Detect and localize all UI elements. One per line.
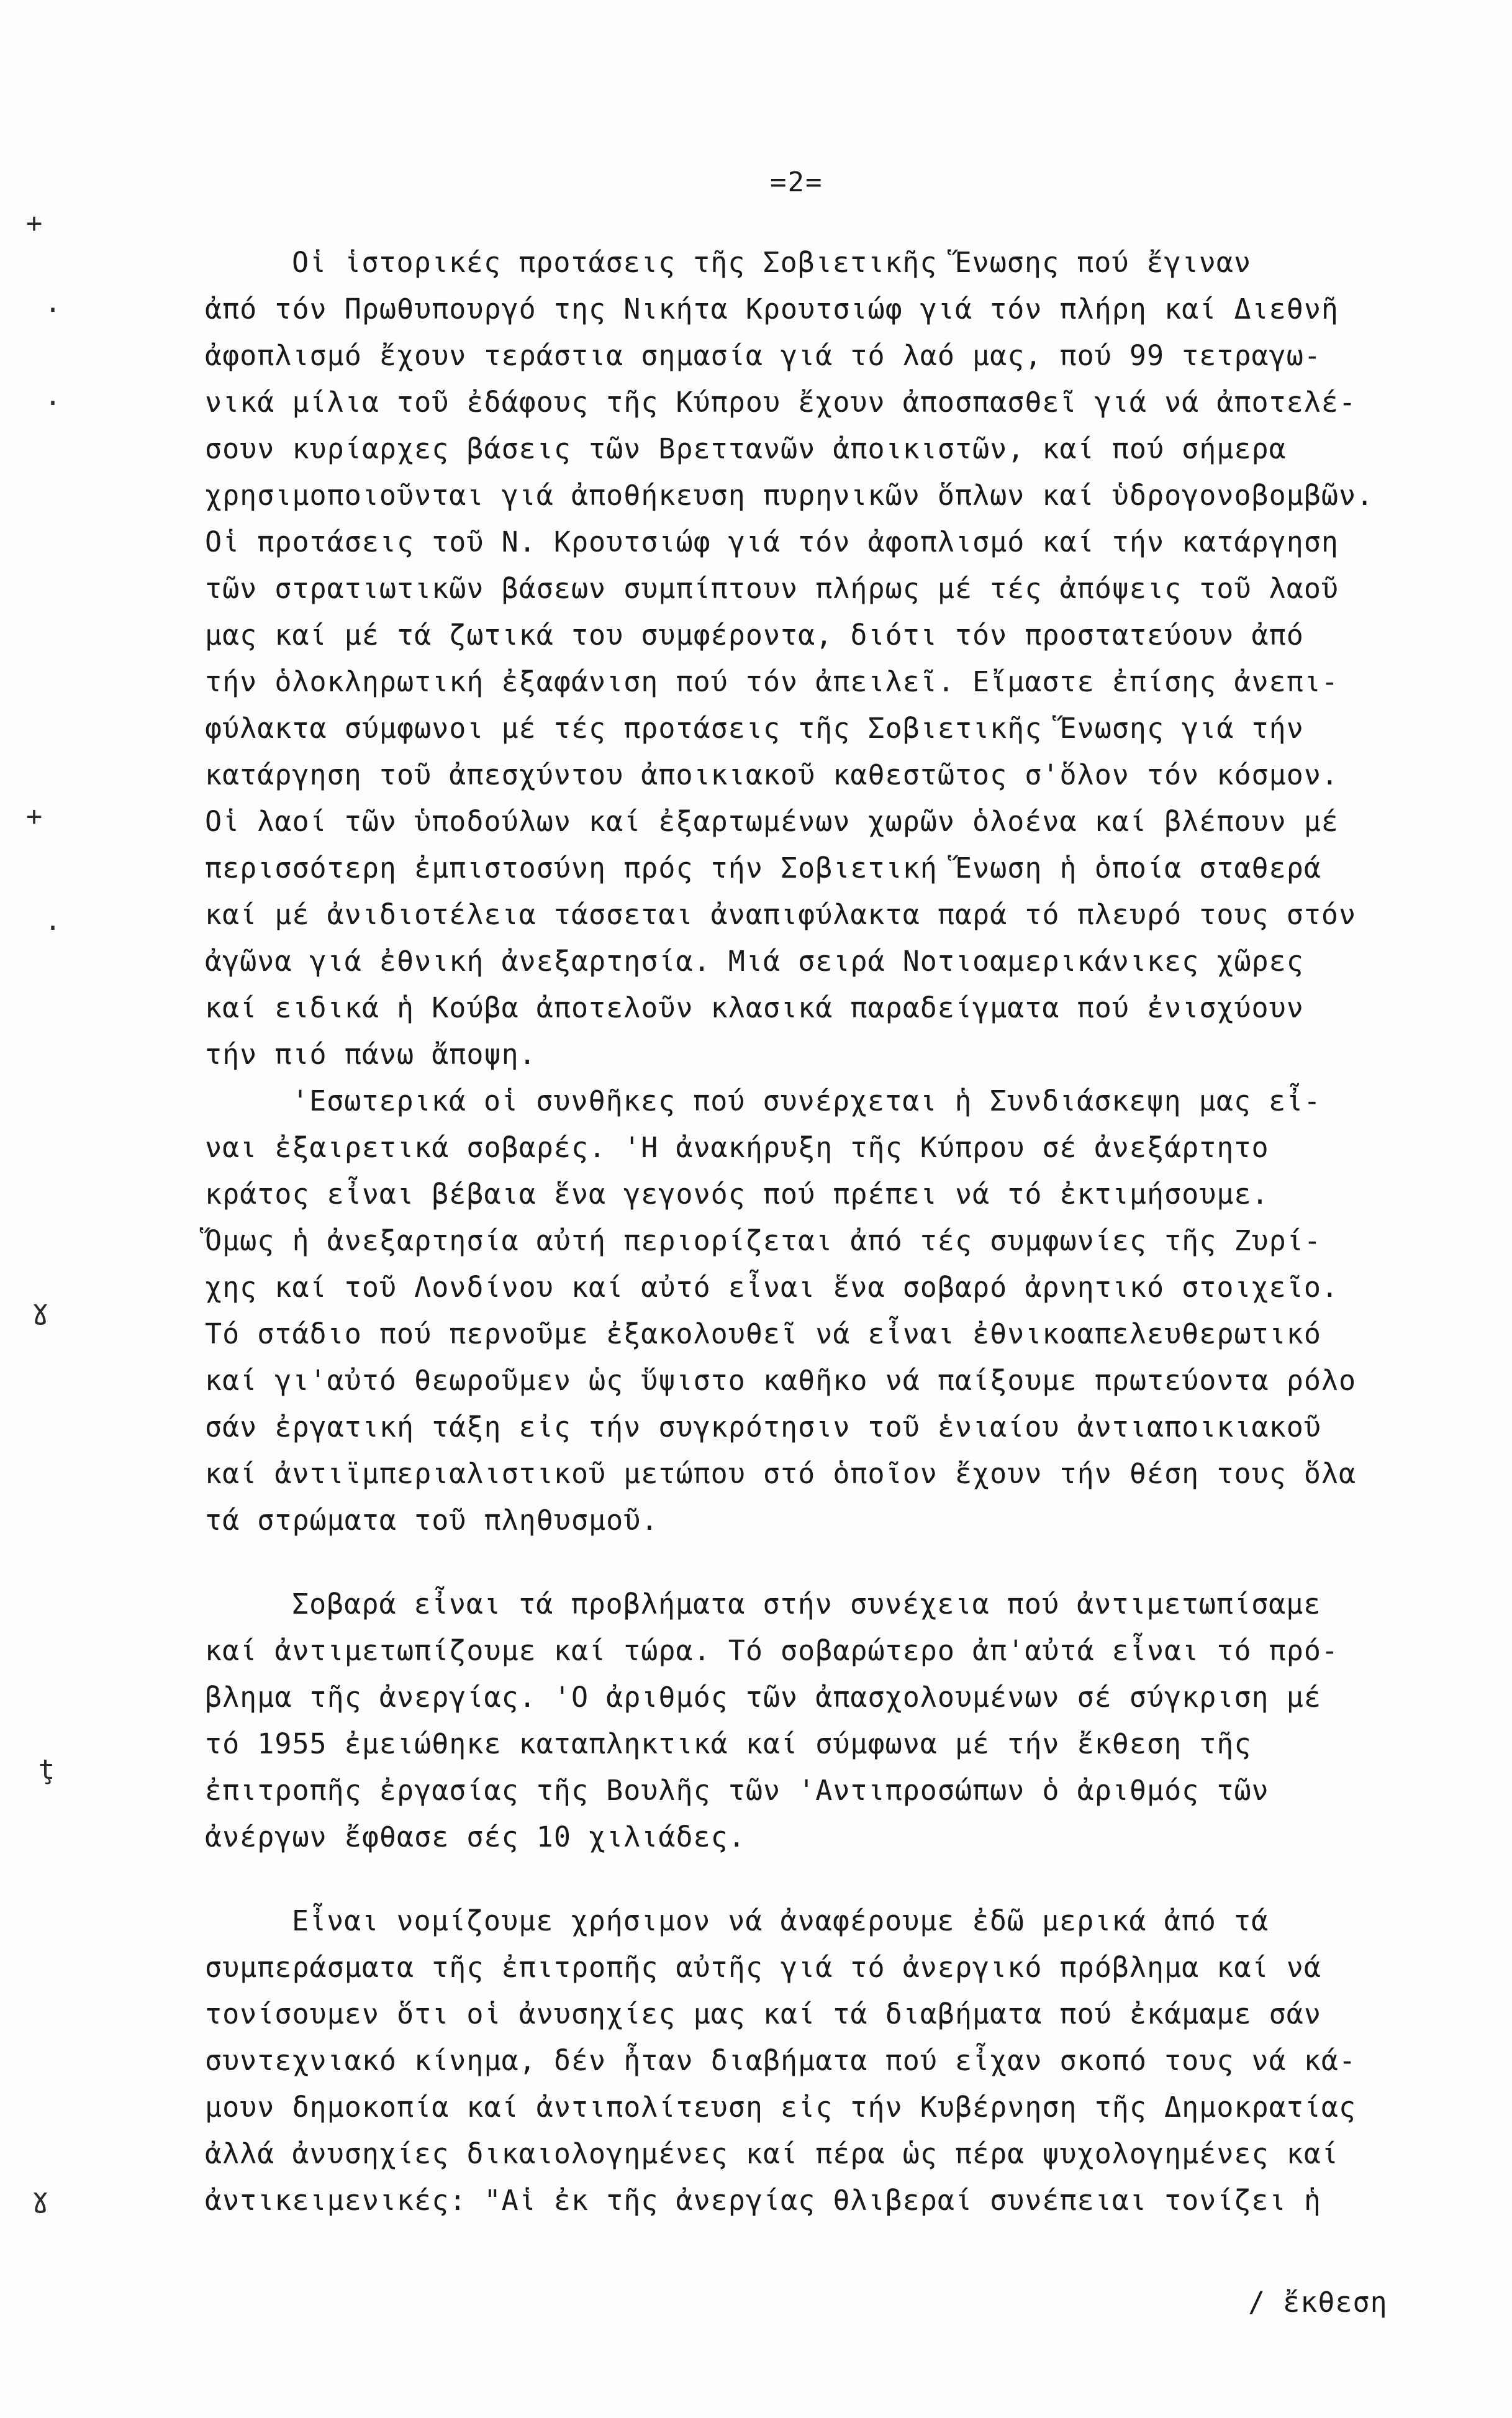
margin-dot-mark: · [44, 388, 61, 419]
text-line: ἀνέργων ἔφθασε σές 10 χιλιάδες. [205, 1820, 746, 1853]
text-line: τήν πιό πάνω ἄποψη. [205, 1038, 536, 1071]
text-line: τῶν στρατιωτικῶν βάσεων συμπίπτουν πλήρως μέ τές ἀπόψεις τοῦ λαοῦ [205, 572, 1339, 605]
margin-dot-mark: · [44, 294, 61, 326]
text-line: ἀφοπλισμό ἔχουν τεράστια σημασία γιά τό λαό μας, πού 99 τετραγω- [205, 339, 1321, 372]
text-line: χης καί τοῦ Λονδίνου καί αὐτό εἶναι ἕνα σοβαρό ἀρνητικό στοιχεῖο. [205, 1271, 1339, 1304]
margin-plus-mark: + [25, 801, 43, 832]
text-line: καί ειδικά ἡ Κούβα ἀποτελοῦν κλασικά παραδείγματα πού ἐνισχύουν [205, 991, 1304, 1024]
text-line: καί γι'αὐτό θεωροῦμεν ὡς ὕψιστο καθῆκο νά παίξουμε πρωτεύοντα ρόλο [205, 1364, 1357, 1397]
text-line: καί ἀντιϊμπεριαλιστικοῦ μετώπου στό ὁποῖον ἔχουν τήν θέση τους ὅλα [205, 1457, 1357, 1490]
text-line: περισσότερη ἐμπιστοσύνη πρός τήν Σοβιετική Ἕνωση ἡ ὁποία σταθερά [205, 852, 1321, 884]
text-line: 'Εσωτερικά οἱ συνθῆκες πού συνέρχεται ἡ Συνδιάσκεψη μας εἶ- [292, 1084, 1321, 1117]
text-line: μουν δημοκοπία καί ἀντιπολίτευση εἰς τήν Κυβέρνηση τῆς Δημοκρατίας [205, 2091, 1357, 2124]
text-line: τονίσουμεν ὅτι οἱ ἀνυσηχίες μας καί τά διαβήματα πού ἐκάμαμε σάν [205, 1998, 1321, 2030]
margin-tick-mark: ɣ [32, 2183, 49, 2214]
text-line: τά στρώματα τοῦ πληθυσμοῦ. [205, 1504, 659, 1537]
text-line: νικά μίλια τοῦ ἐδάφους τῆς Κύπρου ἔχουν ἀποσπασθεῖ γιά νά ἀποτελέ- [205, 386, 1357, 419]
text-line: τό 1955 ἐμειώθηκε καταπληκτικά καί σύμφωνα μέ τήν ἔκθεση τῆς [205, 1727, 1252, 1760]
margin-tick-mark: ɣ [32, 1294, 49, 1326]
margin-plus-mark: + [25, 207, 43, 239]
text-line: Οἱ ἱστορικές προτάσεις τῆς Σοβιετικῆς Ἕνωσης πού ἔγιναν [292, 246, 1252, 279]
text-line: συντεχνιακό κίνημα, δέν ἦταν διαβήματα πού εἶχαν σκοπό τους νά κά- [205, 2044, 1357, 2077]
paragraph-4 [205, 1898, 1478, 2224]
text-line: κατάργηση τοῦ ἀπεσχύντου ἀποικιακοῦ καθεστῶτος σ'ὅλον τόν κόσμον. [205, 758, 1339, 791]
text-line: ἀντικειμενικές: "Αἱ ἐκ τῆς ἀνεργίας θλιβεραί συνέπειαι τονίζει ἡ [205, 2184, 1321, 2217]
text-line: κράτος εἶναι βέβαια ἕνα γεγονός πού πρέπει νά τό ἐκτιμήσουμε. [205, 1178, 1269, 1211]
text-line: χρησιμοποιοῦνται γιά ἀποθήκευση πυρηνικῶν ὅπλων καί ὑδρογονοβομβῶν. [205, 479, 1374, 512]
text-line: ναι ἐξαιρετικά σοβαρές. 'Η ἀνακήρυξη τῆς Κύπρου σέ ἀνεξάρτητο [205, 1131, 1269, 1164]
text-line: Τό στάδιο πού περνοῦμε ἐξακολουθεῖ νά εἶναι ἐθνικοαπελευθερωτικό [205, 1317, 1321, 1350]
continuation-catchword: / ἔκθεση [1248, 2286, 1388, 2319]
text-line: συμπεράσματα τῆς ἐπιτροπῆς αὐτῆς γιά τό ἀνεργικό πρόβλημα καί νά [205, 1951, 1321, 1984]
text-line: καί ἀντιμετωπίζουμε καί τώρα. Τό σοβαρώτερο ἀπ'αὐτά εἶναι τό πρό- [205, 1634, 1339, 1667]
paragraph-3 [205, 1581, 1478, 1860]
page-number: =2= [770, 166, 823, 198]
text-line: ἐπιτροπῆς ἐργασίας τῆς Βουλῆς τῶν 'Αντιπροσώπων ὁ ἀριθμός τῶν [205, 1774, 1269, 1807]
text-line: σουν κυρίαρχες βάσεις τῶν Βρεττανῶν ἀποικιστῶν, καί πού σήμερα [205, 432, 1287, 465]
text-line: Εἶναι νομίζουμε χρήσιμον νά ἀναφέρουμε ἐδῶ μερικά ἀπό τά [292, 1904, 1269, 1937]
text-line: τήν ὁλοκληρωτική ἐξαφάνιση πού τόν ἀπειλεῖ. Εἴμαστε ἐπίσης ἀνεπι- [205, 665, 1339, 698]
paragraph-1 [205, 239, 1478, 1078]
text-line: Ὅμως ἡ ἀνεξαρτησία αὐτή περιορίζεται ἀπό τές συμφωνίες τῆς Ζυρί- [205, 1224, 1321, 1257]
text-line: Σοβαρά εἶναι τά προβλήματα στήν συνέχεια πού ἀντιμετωπίσαμε [292, 1588, 1321, 1620]
text-line: ἀγῶνα γιά ἐθνική ἀνεξαρτησία. Μιά σειρά Νοτιοαμερικάνικες χῶρες [205, 945, 1304, 978]
margin-tick-mark: ţ [38, 1754, 55, 1786]
text-line: Οἱ λαοί τῶν ὑποδούλων καί ἐξαρτωμένων χωρῶν ὁλοένα καί βλέπουν μέ [205, 805, 1339, 838]
paragraph-2 [205, 1078, 1478, 1543]
text-line: Οἱ προτάσεις τοῦ Ν. Κρουτσιώφ γιά τόν ἀφοπλισμό καί τήν κατάργηση [205, 525, 1339, 558]
text-line: σάν ἐργατική τάξη εἰς τήν συγκρότησιν τοῦ ἑνιαίου ἀντιαποικιακοῦ [205, 1411, 1321, 1443]
margin-dot-mark: · [44, 912, 61, 944]
text-line: μας καί μέ τά ζωτικά του συμφέροντα, διότι τόν προστατεύουν ἀπό [205, 619, 1304, 652]
text-line: ἀπό τόν Πρωθυπουργό της Νικήτα Κρουτσιώφ γιά τόν πλήρη καί Διεθνῆ [205, 293, 1339, 325]
text-line: βλημα τῆς ἀνεργίας. 'Ο ἀριθμός τῶν ἀπασχολουμένων σέ σύγκριση μέ [205, 1681, 1321, 1714]
text-line: ἀλλά ἀνυσηχίες δικαιολογημένες καί πέρα ὡς πέρα ψυχολογημένες καί [205, 2137, 1339, 2170]
text-line: φύλακτα σύμφωνοι μέ τές προτάσεις τῆς Σοβιετικῆς Ἕνωσης γιά τήν [205, 712, 1304, 745]
text-line: καί μέ ἀνιδιοτέλεια τάσσεται ἀναπιφύλακτα παρά τό πλευρό τους στόν [205, 898, 1357, 931]
